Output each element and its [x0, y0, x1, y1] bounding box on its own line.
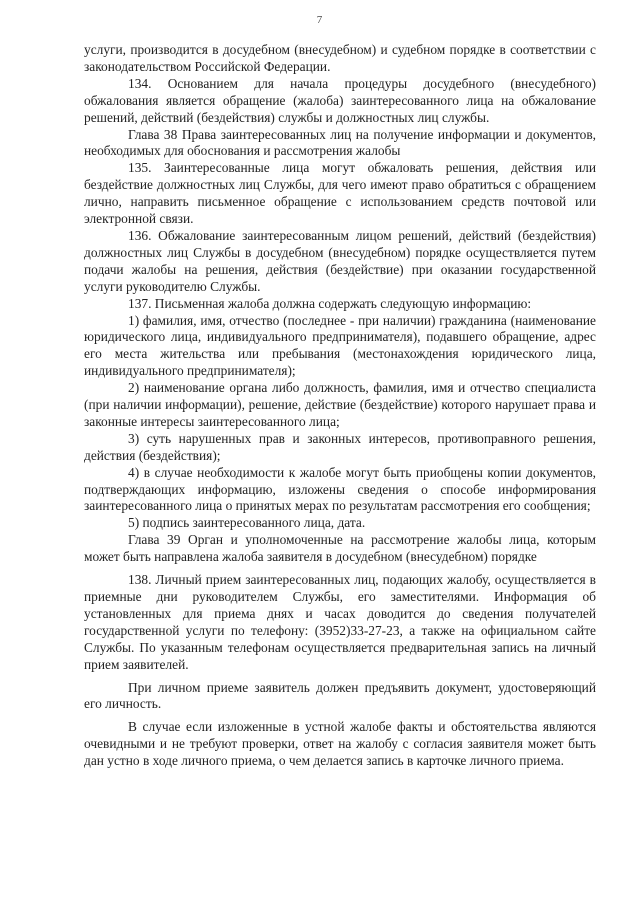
paragraph-continuation: услуги, производится в досудебном (внесудебном) и судебном порядке в соответствии с законодательством Российской Федерации.: [84, 42, 596, 74]
paragraph-138: 138. Личный прием заинтересованных лиц, подающих жалобу, осуществляется в приемные дни руководителем Службы, его заместителями. Информация об установленных для приема днях и часах доводится до сведения получателей государственной услуги по телефону: (3952)33-27-23, а также на официальном сайте Службы. По указанным телефонам осуществляется предварительная запись на личный прием заявителей.: [84, 572, 596, 672]
list-item-1: 1) фамилия, имя, отчество (последнее - при наличии) гражданина (наименование юридического лица, индивидуального предпринимателя), подавшего обращение, адрес его места жительства или пребывания (местонахождения юридического лица, индивидуального предпринимателя);: [84, 312, 596, 379]
chapter-38-heading: Глава 38 Права заинтересованных лиц на получение информации и документов, необходимых для обоснования и рассмотрения жалобы: [84, 126, 596, 159]
document-body: [84, 42, 596, 770]
paragraph-136: 136. Обжалование заинтересованным лицом решений, действий (бездействия) должностных лиц Службы в досудебном (внесудебном) порядке осуществляется путем подачи жалобы на решения, действия (бездействие) при оказании государственной услуги руководителю Службы.: [84, 227, 596, 294]
list-item-5: 5) подпись заинтересованного лица, дата.: [128, 515, 366, 531]
chapter-39-heading: Глава 39 Орган и уполномоченные на рассмотрение жалобы лица, которым может быть направлена жалоба заявителя в досудебном (внесудебном) порядке: [84, 532, 596, 565]
list-item-4: 4) в случае необходимости к жалобе могут быть приобщены копии документов, подтверждающих информацию, изложены сведения о способе информирования заинтересованного лица о принятых мерах по результатам рассмотрения его сообщения;: [84, 464, 596, 514]
page-number: 7: [316, 14, 323, 26]
list-item-3: 3) суть нарушенных прав и законных интересов, противоправного решения, действия (бездействия);: [84, 430, 596, 463]
paragraph-137: 137. Письменная жалоба должна содержать следующую информацию:: [128, 295, 532, 311]
list-item-2: 2) наименование органа либо должность, фамилия, имя и отчество специалиста (при наличии информации), решение, действие (бездействие) которого нарушает права и законные интересы заинтересованного лица;: [84, 380, 596, 429]
paragraph-personal-reception: При личном приеме заявитель должен предъявить документ, удостоверяющий его личность.: [84, 679, 596, 712]
paragraph-oral-reply: В случае если изложенные в устной жалобе факты и обстоятельства являются очевидными и не требуют проверки, ответ на жалобу с согласия заявителя может быть дан устно в ходе личного приема, о чем делается запись в карточке личного приема.: [84, 719, 596, 769]
paragraph-135: 135. Заинтересованные лица могут обжаловать решения, действия или бездействие должностных лиц Службы, для чего имеют право обратиться с обращением лично, направить письменное обращение с использованием средств почтовой или электронной связи.: [84, 160, 596, 227]
paragraph-134: 134. Основанием для начала процедуры досудебного (внесудебного) обжалования является обращение (жалоба) заинтересованного лица на обжалование решений, действий (бездействия) службы и должностных лиц службы.: [84, 75, 596, 125]
